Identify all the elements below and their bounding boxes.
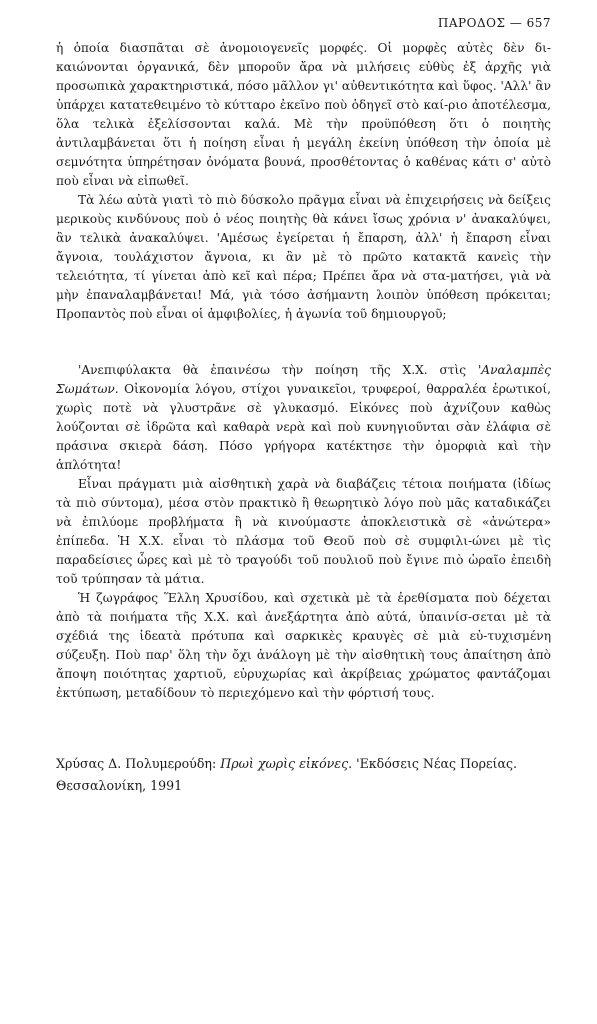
review-text: . Οἰκονομία λόγου, στίχοι γυναικεῖοι, τρυφεροί, θαρραλέα ἐρωτικοί, χωρὶς ποτὲ νὰ γλυστρᾶνε σὲ γλυκασμό. Εἰκόνες ποὺ ἀχνίζουν καθὼς λούζονται σὲ ἱδρῶτα καὶ καθαρὰ νερὰ καὶ ποὺ κυνηγιοῦνται σὰν ἐλάφια σὲ πράσινα σκιερὰ δάση. Πόσο γρήγορα κατέκτησε τὴν ὀμορφιὰ καὶ τὴν ἁπλότητα! (56, 382, 551, 472)
source-book-title: Πρωὶ χωρὶς εἰκόνες (220, 756, 349, 771)
review-paragraph (56, 361, 551, 475)
running-header: ΠΑΡΟΔΟΣ — 657 (437, 16, 551, 30)
source-place-year: Θεσσαλονίκη, 1991 (56, 778, 183, 793)
paragraph: Εἶναι πράγματι μιὰ αἰσθητικὴ χαρὰ νὰ διαβάζεις τέτοια ποιήματα (ἰδίως τὰ πιὸ σύντομα), μέσα στὸν πρακτικὸ ἢ θεωρητικὸ λόγο ποὺ μᾶς καταδικάζει νὰ ἐπιλύομε προβλήματα ἢ νὰ κινούμαστε ἀποκλειστικὰ σὲ «ἀνώτερα» ἐπίπεδα. Ἡ Χ.Χ. εἶναι τὸ πλάσμα τοῦ Θεοῦ ποὺ σὲ συμφιλι-ώνει μὲ τὶς παραδείσιες ὧρες καὶ μὲ τὸ τραγούδι τοῦ πουλιοῦ ποὺ ἔγινε πιὸ ὡραῖο ἐπειδὴ τοῦ τρύπησαν τὰ μάτια. (56, 477, 551, 586)
reviewed-book-title: 'Αναλαμπὲς Σωμάτων (56, 363, 551, 396)
bibliographic-source (56, 753, 551, 797)
section-break (56, 324, 551, 361)
paragraph: Ἡ ζωγράφος Ἕλλη Χρυσίδου, καὶ σχετικὰ μὲ τὰ ἐρεθίσματα ποὺ δέχεται ἀπὸ τὰ ποιήματα τῆς Χ.Χ. καὶ ἀνεξάρτητα ἀπὸ αὐτά, ὑπαινίσ-σεται μὲ τὰ σχέδιά της ἰδεατὰ πρότυπα καὶ σαρκικὲς κραυγὲς σὲ μιὰ εὐ-τυχισμένη σύζευξη. Ποὺ παρ' ὅλη τὴν ὄχι ἀνάλογη μὲ τὴν αἰσθητικὴ τους ἀπαίτηση ἀπὸ ἄποψη ποιότητας χαρτιοῦ, εὐρυχωρίας καὶ ἀκρίβειας χρώματος φαντάζομαι ἐκτύπωση, μεταδίδουν τὸ περιεχόμενο καὶ τὴν φόρτισή τους. (56, 591, 551, 700)
source-publisher: . 'Εκδόσεις Νέας Πορείας. (348, 756, 518, 771)
source-author: Χρύσας Δ. Πολυμερούδη: (56, 756, 221, 771)
body-text (56, 39, 551, 703)
paragraph: ἡ ὁποία διασπᾶται σὲ ἀνομοιογενεῖς μορφές. Οἱ μορφὲς αὐτὲς δὲν δι-καιώνονται ὀργανικά, δὲν μποροῦν ἄρα νὰ μιλήσεις εὐθὺς ἐξ ἀρχῆς γιὰ προσωπικὰ χαρακτηριστικά, πόσο μᾶλλον γι' αὐθεντικότητα καὶ ὕφος. 'Αλλ' ἂν ὑπάρχει κατατεθειμένο τὸ κύτταρο ἐκεῖνο ποὺ ὁδηγεῖ στὸ καί-ριο ἀποτέλεσμα, ὅλα τελικὰ ἐξελίσσονται καλά. Μὲ τὴν προϋπόθεση ὅτι ὁ ποιητὴς ἀντιλαμβάνεται ὅτι ἡ ποίηση εἶναι ἡ μεγάλη ἐκείνη ὑπόθεση τὴν ὁποία μὲ σεμνότητα ὑπηρέτησαν ὀνόματα βουνά, προσθέτοντας ὁ καθένας κάτι σ' αὐτὸ ποὺ εἶναι νὰ εἰπωθεῖ. (56, 41, 551, 188)
paragraph: Τὰ λέω αὐτὰ γιατὶ τὸ πιὸ δύσκολο πρᾶγμα εἶναι νὰ ἐπιχειρήσεις νὰ δείξεις μερικοὺς κινδύνους ποὺ ὁ νέος ποιητὴς θὰ κάνει ἴσως χρόνια ν' ἀνακαλύψει, ἂν τελικὰ ἀνακαλύψει. 'Αμέσως ἐγείρεται ἡ ἔπαρση, ἀλλ' ἡ ἔπαρση εἶναι ἄγνοια, τουλάχιστον ἄγνοια, κι ἂν μὲ τὸ πρῶτο κατακτᾶ κανεὶς τὴν τελειότητα, τί γίνεται ἀπὸ κεῖ καὶ πέρα; Πρέπει ἄρα νὰ στα-ματήσει, γιὰ νὰ μὴν ἐπαναλαμβάνεται! Μά, γιὰ τόσο ἀσήμαντη λοιπὸν ὑπόθεση πρόκειται; Προπαντὸς ποὺ εἶναι οἱ ἀμφιβολίες, ἡ ἀγωνία τοῦ δημιουργοῦ; (56, 193, 551, 321)
review-lead: 'Ανεπιφύλακτα θὰ ἐπαινέσω τὴν ποίηση τῆς Χ.Χ. στὶς (78, 363, 478, 377)
